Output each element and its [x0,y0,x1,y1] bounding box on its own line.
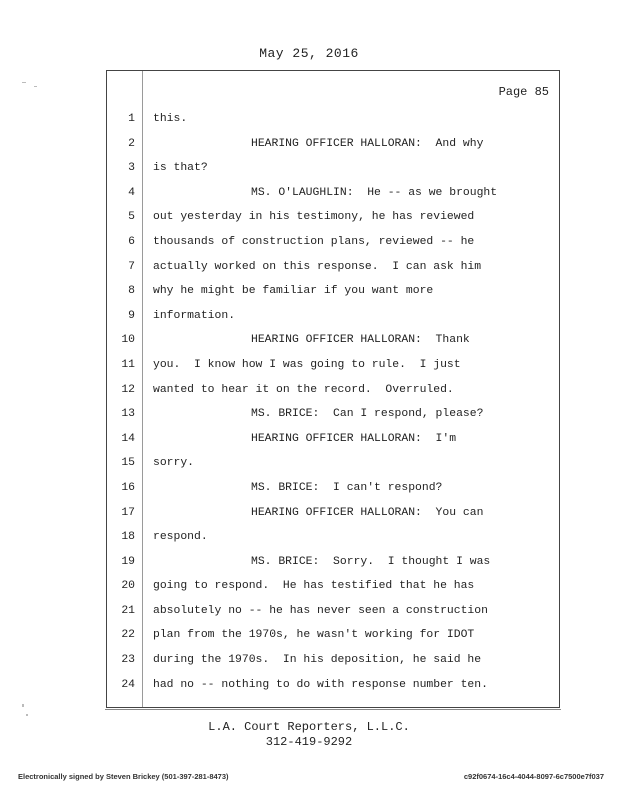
line-number: 3 [128,162,135,175]
transcript-line [107,476,559,501]
line-text: HEARING OFFICER HALLORAN: I'm [251,432,457,445]
transcript-line [107,501,559,526]
transcript-line [107,599,559,624]
line-text: respond. [153,531,208,544]
line-number: 18 [121,531,135,544]
line-number: 14 [121,432,135,445]
transcript-line [107,648,559,673]
transcript-line [107,378,559,403]
line-text: HEARING OFFICER HALLORAN: And why [251,137,484,150]
line-text: absolutely no -- he has never seen a construction [153,604,488,617]
line-text: why he might be familiar if you want more [153,285,434,298]
scan-speck [22,82,26,83]
transcript-line [107,427,559,452]
line-text: is that? [153,162,208,175]
firm-name: L.A. Court Reporters, L.L.C. [208,720,410,734]
line-number: 1 [128,113,135,125]
transcript-line [107,156,559,181]
line-text: thousands of construction plans, reviewed -- he [153,235,475,248]
line-text: wanted to hear it on the record. Overruled. [153,383,454,396]
page-number: Page 85 [498,85,549,99]
document-id: c92f0674-16c4-4044-8097-6c7500e7f037 [463,772,604,781]
transcript-line [107,673,559,698]
transcript-line [107,550,559,575]
line-number: 19 [121,555,135,568]
transcript-line [107,328,559,353]
line-number: 11 [121,358,135,371]
line-number: 7 [128,260,135,273]
line-text: MS. BRICE: Sorry. I thought I was [251,555,491,568]
transcript-line [107,205,559,230]
electronic-signature: Electronically signed by Steven Brickey (501-397-281-8473) [18,772,229,781]
line-text: going to respond. He has testified that he has [153,580,475,593]
line-text: during the 1970s. In his deposition, he said he [153,654,482,667]
line-text: MS. O'LAUGHLIN: He -- as we brought [251,186,498,199]
line-text: MS. BRICE: I can't respond? [251,481,443,494]
line-number: 2 [128,137,135,150]
transcript-line [107,451,559,476]
line-text: HEARING OFFICER HALLORAN: Thank [251,334,470,347]
transcript-line [107,107,559,132]
line-number: 4 [128,186,135,199]
line-number: 5 [128,211,135,224]
line-number: 12 [121,383,135,396]
line-number: 10 [121,334,135,347]
line-number: 16 [121,481,135,494]
line-number: 21 [121,604,135,617]
transcript-line [107,304,559,329]
line-text: plan from the 1970s, he wasn't working for IDOT [153,629,475,642]
line-number: 6 [128,235,135,248]
line-number: 22 [121,629,135,642]
transcript-line [107,132,559,157]
line-number: 23 [121,654,135,667]
court-reporter-footer [0,720,618,750]
line-text: had no -- nothing to do with response number ten. [153,678,488,691]
scan-speck [34,86,37,87]
line-text: MS. BRICE: Can I respond, please? [251,408,484,421]
transcript-line [107,230,559,255]
line-text: this. [153,113,188,125]
transcript-line [107,623,559,648]
line-number: 17 [121,506,135,519]
scan-speck [26,714,28,716]
line-text: information. [153,309,236,322]
transcript-line [107,574,559,599]
transcript-line [107,279,559,304]
transcript-page [106,70,560,708]
line-text: sorry. [153,457,195,470]
line-number: 20 [121,580,135,593]
transcript-lines [107,107,559,697]
line-text: actually worked on this response. I can ask him [153,260,482,273]
line-number: 9 [128,309,135,322]
firm-phone: 312-419-9292 [265,735,353,749]
line-number: 15 [121,457,135,470]
scan-speck [22,704,24,707]
line-number: 8 [128,285,135,298]
transcript-line [107,353,559,378]
transcript-date: May 25, 2016 [259,46,359,61]
transcript-line [107,181,559,206]
line-number: 24 [121,678,135,691]
line-number: 13 [121,408,135,421]
line-text: HEARING OFFICER HALLORAN: You can [251,506,484,519]
transcript-line [107,402,559,427]
transcript-line [107,255,559,280]
line-text: you. I know how I was going to rule. I just [153,358,461,371]
transcript-line [107,525,559,550]
line-text: out yesterday in his testimony, he has reviewed [153,211,475,224]
